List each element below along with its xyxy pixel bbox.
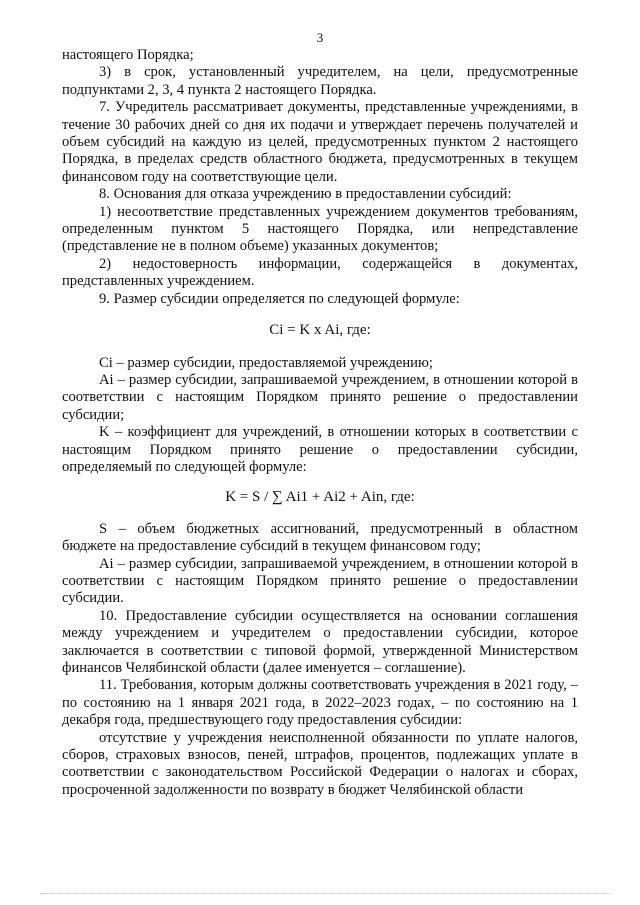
paragraph: Ci – размер субсидии, предоставляемой учреждению; xyxy=(99,354,433,371)
paragraph: 9. Размер субсидии определяется по следующей формуле: xyxy=(99,290,460,307)
paragraph: 7. Учредитель рассматривает документы, представленные учреждениями, в течение 30 рабочих дней со дня их подачи и утверждает перечень получателей и объем субсидий на каждую из целей, предусмотренных пунктом 2 настоящего Порядка, в пределах средств областного бюджета, предусмотренных в текущем финансовом году на соответствующие цели. xyxy=(62,99,578,185)
paragraph: Ai – размер субсидии, запрашиваемой учреждением, в отношении которой в соответствии с настоящим Порядком принято решение о предоставлении субсидии; xyxy=(62,371,578,423)
paragraph: 3) в срок, установленный учредителем, на цели, предусмотренные подпунктами 2, 3, 4 пункта 2 настоящего Порядка. xyxy=(62,64,578,98)
paragraph: 8. Основания для отказа учреждению в предоставлении субсидий: xyxy=(99,186,512,203)
formula-coefficient: K = S / ∑ Ai1 + Ai2 + Ain, где: xyxy=(225,489,415,506)
paragraph: K – коэффициент для учреждений, в отношении которых в соответствии с настоящим Порядком принято решение о предоставлении субсидии, определяемый по следующей формуле: xyxy=(62,424,578,475)
paragraph: настоящего Порядка; xyxy=(62,47,194,63)
page-number: 3 xyxy=(316,30,324,45)
document-body xyxy=(62,47,578,799)
paragraph: 2) недостоверность информации, содержащейся в документах, представленных учреждением. xyxy=(62,255,578,290)
paragraph: Ai – размер субсидии, запрашиваемой учреждением, в отношении которой в соответствии с настоящим Порядком принято решение о предоставлении субсидии. xyxy=(62,555,578,607)
paragraph: 1) несоответствие представленных учреждением документов требованиям, определенным пунктом 5 настоящего Порядка, или непредставление (представление не в полном объеме) указанных документов; xyxy=(62,203,578,255)
paragraph: отсутствие у учреждения неисполненной обязанности по уплате налогов, сборов, страховых взносов, пеней, штрафов, процентов, подлежащих уплате в соответствии с законодательством Российской Федерации о налогах и сборах, просроченной задолженности по возврату в бюджет Челябинской области xyxy=(62,729,578,798)
paragraph: S – объем бюджетных ассигнований, предусмотренный в областном бюджете на предоставление субсидий в текущем финансовом году; xyxy=(62,520,578,555)
scan-edge-line xyxy=(40,893,610,894)
paragraph: 10. Предоставление субсидии осуществляется на основании соглашения между учреждением и учредителем о предоставлении субсидии, которое заключается в соответствии с типовой формой, утвержденной Министерством финансов Челябинской области (далее именуется – соглашение). xyxy=(62,607,578,676)
formula-subsidy-size: Ci = K x Ai, где: xyxy=(269,322,371,339)
paragraph: 11. Требования, которым должны соответствовать учреждения в 2021 году, – по состоянию на 1 января 2021 года, в 2022–2023 годах, – по состоянию на 1 декабря года, предшествующего году предоставления субсидии: xyxy=(62,677,578,729)
